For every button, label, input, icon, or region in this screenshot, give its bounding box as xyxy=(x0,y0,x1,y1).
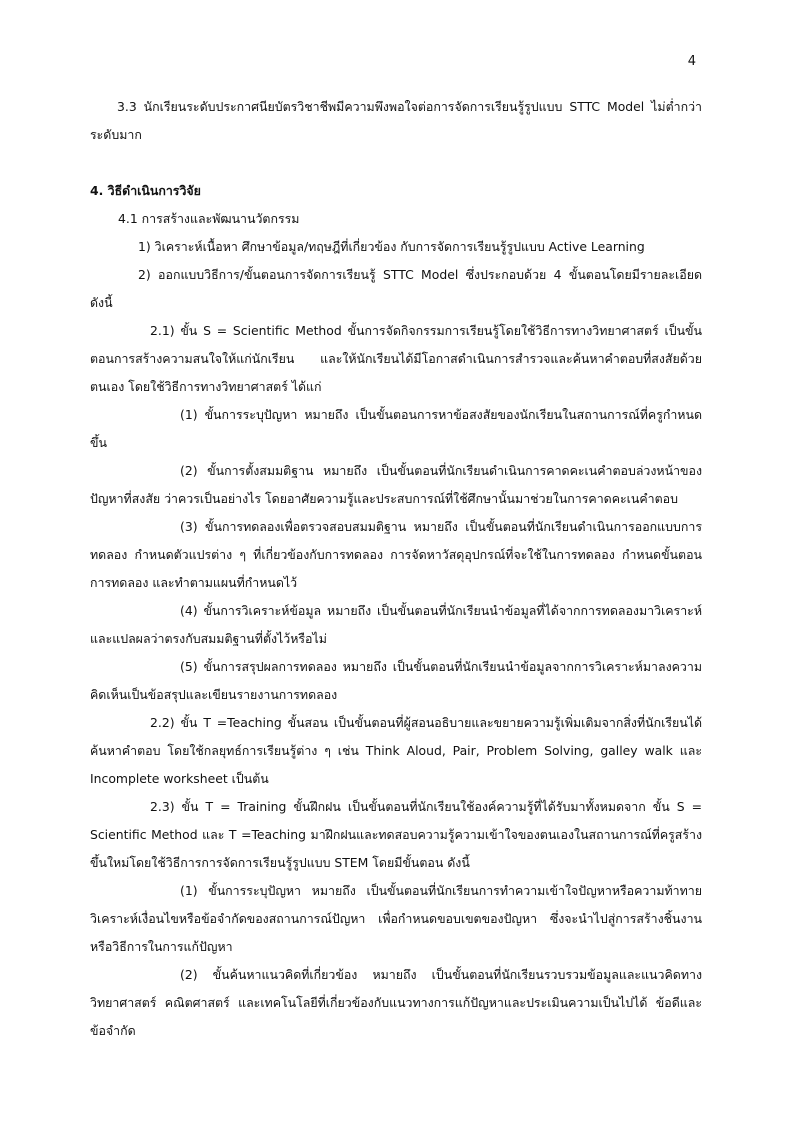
step-2-2-teaching: 2.2) ขั้น T =Teaching ขั้นสอน เป็นขั้นตอนที่ผู้สอนอธิบายและขยายความรู้เพิ่มเติมจากสิ่งที่นักเรียนได้ค้นหาคำตอบ โดยใช้กลยุทธ์การเรียนรู้ต่าง ๆ เช่น Think Aloud, Pair, Problem Solving, galley walk และ Incomplete worksheet เป็นต้น xyxy=(90,715,702,786)
step-2-3-item-1: (1) ขั้นการระบุปัญหา หมายถึง เป็นขั้นตอนที่นักเรียนการทำความเข้าใจปัญหาหรือความท้าทาย วิเคราะห์เงื่อนไขหรือข้อจำกัดของสถานการณ์ปัญหา เพื่อกำหนดขอบเขตของปัญหา ซึ่งจะนำไปสู่การสร้างชิ้นงานหรือวิธีการในการแก้ปัญหา xyxy=(90,883,702,954)
step-2-1-item-1: (1) ขั้นการระบุปัญหา หมายถึง เป็นขั้นตอนการหาข้อสงสัยของนักเรียนในสถานการณ์ที่ครูกำหนดขึ้น xyxy=(90,407,702,450)
step-2-1-item-5: (5) ขั้นการสรุปผลการทดลอง หมายถึง เป็นขั้นตอนที่นักเรียนนำข้อมูลจากการวิเคราะห์มาลงความคิดเห็นเป็นข้อสรุปและเขียนรายงานการทดลอง xyxy=(90,659,702,702)
step-1: 1) วิเคราะห์เนื้อหา ศึกษาข้อมูล/ทฤษฎีที่เกี่ยวข้อง กับการจัดการเรียนรู้รูปแบบ Active Learning xyxy=(138,239,645,254)
page-number: 4 xyxy=(687,54,696,69)
paragraph-gap xyxy=(90,149,702,177)
step-2: 2) ออกแบบวิธีการ/ขั้นตอนการจัดการเรียนรู้ STTC Model ซึ่งประกอบด้วย 4 ขั้นตอนโดยมีรายละเอียดดังนี้ xyxy=(90,267,702,310)
step-2-1-item-3: (3) ขั้นการทดลองเพื่อตรวจสอบสมมติฐาน หมายถึง เป็นขั้นตอนที่นักเรียนดำเนินการออกแบบการทดลอง กำหนดตัวแปรต่าง ๆ ที่เกี่ยวข้องกับการทดลอง การจัดหาวัสดุอุปกรณ์ที่จะใช้ในการทดลอง กำหนดขั้นตอนการทดลอง และทำตามแผนที่กำหนดไว้ xyxy=(90,519,702,590)
section-heading-4: 4. วิธีดำเนินการวิจัย xyxy=(90,183,201,198)
subsection-4-1: 4.1 การสร้างและพัฒนานวัตกรรม xyxy=(118,211,300,226)
objective-3-3: 3.3 นักเรียนระดับประกาศนียบัตรวิชาชีพมีความพึงพอใจต่อการจัดการเรียนรู้รูปแบบ STTC Model ไม่ต่ำกว่าระดับมาก xyxy=(90,99,702,142)
document-body xyxy=(90,93,702,1045)
step-2-1-item-4: (4) ขั้นการวิเคราะห์ข้อมูล หมายถึง เป็นขั้นตอนที่นักเรียนนำข้อมูลที่ได้จากการทดลองมาวิเคราะห์ และแปลผลว่าตรงกับสมมติฐานที่ตั้งไว้หรือไม่ xyxy=(90,603,702,646)
step-2-1-item-2: (2) ขั้นการตั้งสมมติฐาน หมายถึง เป็นขั้นตอนที่นักเรียนดำเนินการคาดคะเนคำตอบล่วงหน้าของปัญหาที่สงสัย ว่าควรเป็นอย่างไร โดยอาศัยความรู้และประสบการณ์ที่ใช้ศึกษานั้นมาช่วยในการคาดคะเนคำตอบ xyxy=(90,463,702,506)
step-2-1-scientific-method: 2.1) ขั้น S = Scientific Method ขั้นการจัดกิจกรรมการเรียนรู้โดยใช้วิธีการทางวิทยาศาสตร์ เป็นขั้นตอนการสร้างความสนใจให้แก่นักเรียน และให้นักเรียนได้มีโอกาสดำเนินการสำรวจและค้นหาคำตอบที่สงสัยด้วยตนเอง โดยใช้วิธีการทางวิทยาศาสตร์ ได้แก่ xyxy=(90,323,702,394)
step-2-3-item-2: (2) ขั้นค้นหาแนวคิดที่เกี่ยวข้อง หมายถึง เป็นขั้นตอนที่นักเรียนรวบรวมข้อมูลและแนวคิดทางวิทยาศาสตร์ คณิตศาสตร์ และเทคโนโลยีที่เกี่ยวข้องกับแนวทางการแก้ปัญหาและประเมินความเป็นไปได้ ข้อดีและข้อจำกัด xyxy=(90,967,702,1038)
step-2-3-training: 2.3) ขั้น T = Training ขั้นฝึกฝน เป็นขั้นตอนที่นักเรียนใช้องค์ความรู้ที่ได้รับมาทั้งหมดจาก ขั้น S = Scientific Method และ T =Teaching มาฝึกฝนและทดสอบความรู้ความเข้าใจของตนเองในสถานการณ์ที่ครูสร้างขึ้นใหม่โดยใช้วิธีการการจัดการเรียนรู้รูปแบบ STEM โดยมีขั้นตอน ดังนี้ xyxy=(90,799,702,870)
